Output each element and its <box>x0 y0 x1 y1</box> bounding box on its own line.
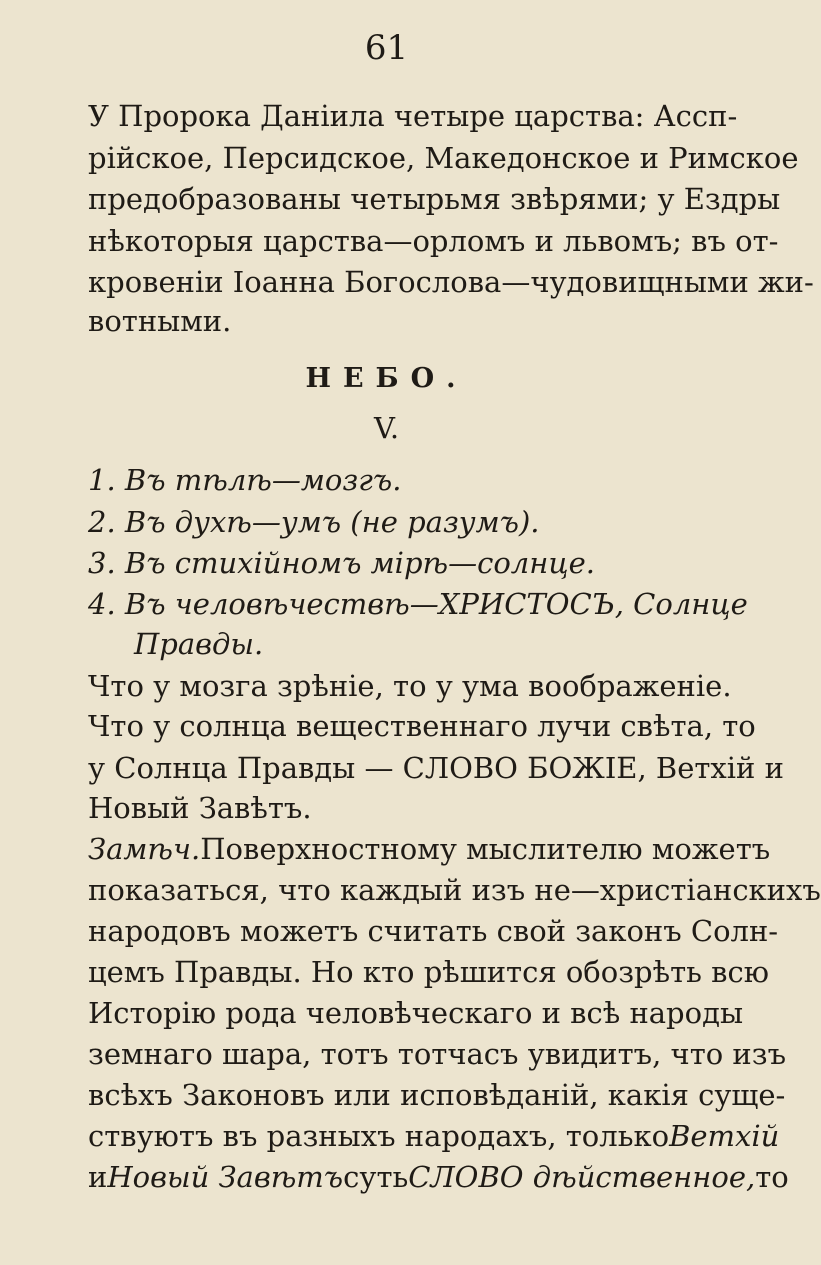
note-line-9-italic-2: СЛОВО дѣйственное, <box>408 1160 756 1194</box>
list-item-3: 3. Въ стихiйномъ мiрѣ—солнце. <box>88 546 595 580</box>
note-line-5: Исторiю рода человѣческаго и всѣ народы <box>88 996 744 1030</box>
paragraph-2-line-1: Что у солнца вещественнаго лучи свѣта, то <box>88 709 756 743</box>
list-item-1: 1. Въ тѣлѣ—мозгъ. <box>88 463 402 497</box>
page-number: 61 <box>364 28 409 68</box>
section-heading: НЕБО. <box>305 363 468 394</box>
intro-line-2: рiйское, Персидское, Македонское и Римское <box>88 141 799 175</box>
note-line-4: цемъ Правды. Но кто рѣшится обозрѣть всю <box>88 955 769 989</box>
note-line-9-b: суть <box>343 1160 409 1194</box>
note-line-6: земнаго шара, тотъ тотчасъ увидитъ, что изъ <box>88 1037 787 1071</box>
intro-line-6: вотными. <box>88 304 232 338</box>
intro-line-3: предобразованы четырьмя звѣрями; у Ездры <box>88 182 781 216</box>
note-line-8-italic: Ветхiй <box>669 1119 780 1153</box>
paragraph-1-line-1: Что у мозга зрѣнiе, то у ума воображенiе. <box>88 669 732 703</box>
note-label: Замѣч. <box>88 832 201 866</box>
note-line-9-a: и <box>88 1160 108 1194</box>
intro-line-1: У Пророка Данiила четыре царства: Ассп- <box>88 99 738 133</box>
note-line-9 <box>88 1159 789 1195</box>
note-line-9-c: то <box>755 1160 789 1194</box>
note-line-8-text: ствуютъ въ разныхъ народахъ, только <box>88 1119 670 1153</box>
note-line-1 <box>88 831 771 867</box>
paragraph-2-line-2: у Солнца Правды — СЛОВО БОЖIЕ, Ветхiй и <box>88 751 784 785</box>
intro-line-4: нѣкоторыя царства—орломъ и львомъ; въ от- <box>88 224 779 258</box>
list-item-2: 2. Въ духѣ—умъ (не разумъ). <box>88 505 540 539</box>
list-item-4: 4. Въ человѣчествѣ—ХРИСТОСЪ, Солнце <box>88 587 748 621</box>
note-line-9-italic-1: Новый Завѣтъ <box>107 1160 344 1194</box>
intro-line-5: кровенiи Iоанна Богослова—чудовищными жи- <box>88 265 814 299</box>
note-line-7: всѣхъ Законовъ или исповѣданiй, какiя суще- <box>88 1078 786 1112</box>
list-item-4-continuation: Правды. <box>134 627 264 661</box>
section-number: V. <box>373 411 400 445</box>
note-line-3: народовъ можетъ считать свой законъ Солн- <box>88 914 779 948</box>
note-line-8 <box>88 1118 780 1154</box>
note-line-2: показаться, что каждый изъ не—христiанскихъ <box>88 873 821 907</box>
note-line-1-text: Поверхностному мыслителю можетъ <box>200 832 771 866</box>
paragraph-2-line-3: Новый Завѣтъ. <box>88 791 312 825</box>
